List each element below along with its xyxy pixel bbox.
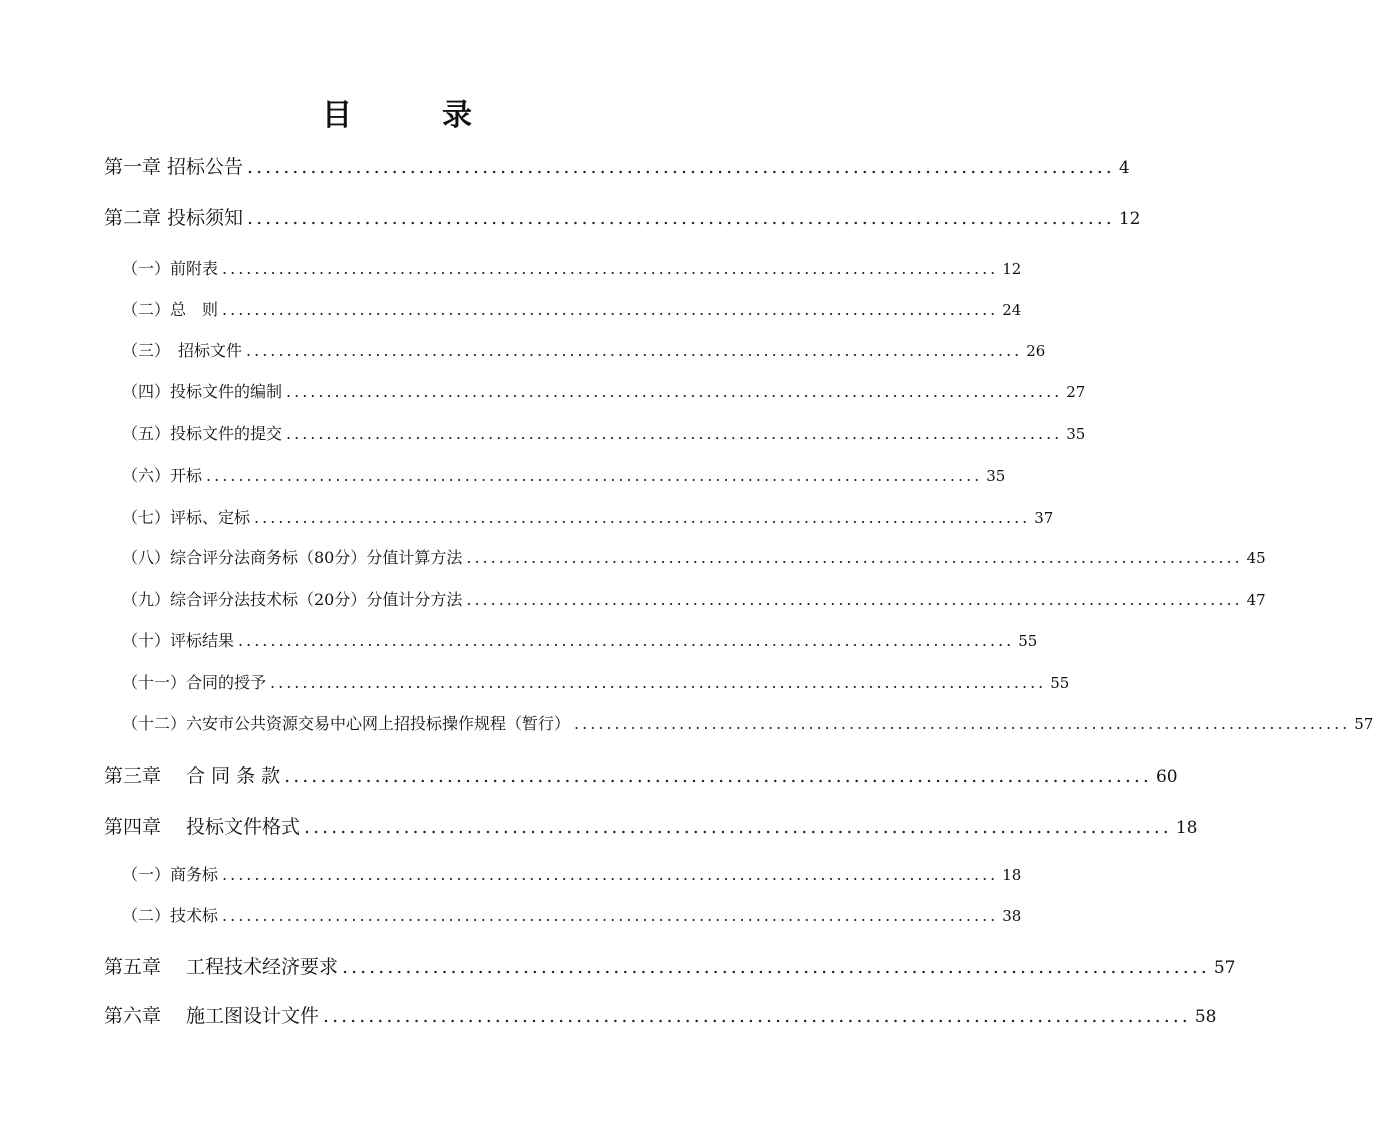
toc-leader-dots: ................................................................................................ <box>323 1005 1191 1027</box>
toc-page-number: 60 <box>1155 767 1178 787</box>
toc-leader-dots: ................................................................................................ <box>466 590 1243 609</box>
toc-label: （六）开标 <box>122 466 203 485</box>
toc-leader-dots: ................................................................................................ <box>222 906 999 925</box>
toc-label: 第二章 投标须知 <box>104 207 244 229</box>
toc-label: 第四章 投标文件格式 <box>104 816 301 838</box>
toc-page-number: 24 <box>1002 301 1022 319</box>
toc-leader-dots: ................................................................................................ <box>206 466 983 485</box>
toc-label: （九）综合评分法技术标（20分）分值计分方法 <box>122 590 463 609</box>
toc-entry-section[interactable] <box>122 338 1046 361</box>
toc-page-number: 47 <box>1246 591 1266 609</box>
toc-entry-section[interactable] <box>122 545 1266 568</box>
toc-label: （二）技术标 <box>122 906 219 925</box>
page-title: 目 录 <box>322 98 502 133</box>
toc-entry-chapter-6[interactable] <box>104 1001 1217 1028</box>
toc-entry-section[interactable] <box>122 463 1006 486</box>
toc-leader-dots: ................................................................................................ <box>247 207 1115 229</box>
toc-entry-section[interactable] <box>122 587 1266 610</box>
toc-leader-dots: ................................................................................................ <box>284 765 1152 787</box>
toc-entry-section[interactable] <box>122 505 1054 528</box>
toc-page-number: 35 <box>986 467 1006 485</box>
toc-leader-dots: ................................................................................................ <box>222 865 999 884</box>
toc-label: （八）综合评分法商务标（80分）分值计算方法 <box>122 548 463 567</box>
toc-leader-dots: ................................................................................................ <box>222 259 999 278</box>
toc-leader-dots: ................................................................................................ <box>246 341 1023 360</box>
toc-entry-chapter-1[interactable] <box>104 152 1130 179</box>
toc-entry-chapter-5[interactable] <box>104 952 1236 979</box>
toc-label: （十）评标结果 <box>122 631 235 650</box>
toc-page-number: 27 <box>1066 383 1086 401</box>
toc-page-number: 45 <box>1246 549 1266 567</box>
toc-page-number: 35 <box>1066 425 1086 443</box>
toc-leader-dots: ................................................................................................ <box>304 816 1172 838</box>
toc-leader-dots: ................................................................................................ <box>238 631 1015 650</box>
toc-entry-section[interactable] <box>122 297 1022 320</box>
toc-label: （七）评标、定标 <box>122 508 251 527</box>
toc-entry-section[interactable] <box>122 711 1373 734</box>
toc-label: 第五章 工程技术经济要求 <box>104 956 339 978</box>
toc-label: 第六章 施工图设计文件 <box>104 1005 320 1027</box>
toc-page-number: 26 <box>1026 342 1046 360</box>
toc-page-number: 55 <box>1018 632 1038 650</box>
toc-page-number: 12 <box>1118 209 1141 229</box>
toc-entry-section[interactable] <box>122 421 1086 444</box>
toc-page-number: 37 <box>1034 509 1054 527</box>
toc-label: （二）总 则 <box>122 300 219 319</box>
toc-label: 第一章 招标公告 <box>104 156 244 178</box>
toc-page-number: 57 <box>1213 958 1236 978</box>
toc-leader-dots: ................................................................................................ <box>342 956 1210 978</box>
toc-entry-section[interactable] <box>122 379 1086 402</box>
toc-page-number: 4 <box>1118 158 1130 178</box>
toc-leader-dots: ................................................................................................ <box>270 673 1047 692</box>
toc-label: （三） 招标文件 <box>122 341 243 360</box>
toc-leader-dots: ................................................................................................ <box>574 714 1351 733</box>
toc-page-number: 18 <box>1175 818 1198 838</box>
toc-label: （五）投标文件的提交 <box>122 424 283 443</box>
toc-page-number: 12 <box>1002 260 1022 278</box>
toc-entry-chapter-4[interactable] <box>104 812 1198 839</box>
toc-label: （四）投标文件的编制 <box>122 382 283 401</box>
toc-entry-chapter-3[interactable] <box>104 761 1178 788</box>
toc-entry-section[interactable] <box>122 862 1022 885</box>
toc-entry-section[interactable] <box>122 256 1022 279</box>
toc-page-number: 55 <box>1050 674 1070 692</box>
toc-label: （十一）合同的授予 <box>122 673 267 692</box>
toc-label: （一）商务标 <box>122 865 219 884</box>
toc-leader-dots: ................................................................................................ <box>254 508 1031 527</box>
toc-leader-dots: ................................................................................................ <box>222 300 999 319</box>
toc-entry-section[interactable] <box>122 670 1070 693</box>
toc-leader-dots: ................................................................................................ <box>247 156 1115 178</box>
toc-page-number: 57 <box>1354 715 1373 733</box>
toc-leader-dots: ................................................................................................ <box>286 424 1063 443</box>
toc-page-number: 18 <box>1002 866 1022 884</box>
toc-label: 第三章 合 同 条 款 <box>104 765 281 787</box>
toc-leader-dots: ................................................................................................ <box>466 548 1243 567</box>
toc-page-number: 58 <box>1194 1007 1217 1027</box>
toc-label: （十二）六安市公共资源交易中心网上招投标操作规程（暂行） <box>122 714 571 733</box>
toc-entry-chapter-2[interactable] <box>104 203 1141 230</box>
toc-page-number: 38 <box>1002 907 1022 925</box>
toc-leader-dots: ................................................................................................ <box>286 382 1063 401</box>
toc-label: （一）前附表 <box>122 259 219 278</box>
toc-entry-section[interactable] <box>122 903 1022 926</box>
toc-entry-section[interactable] <box>122 628 1038 651</box>
